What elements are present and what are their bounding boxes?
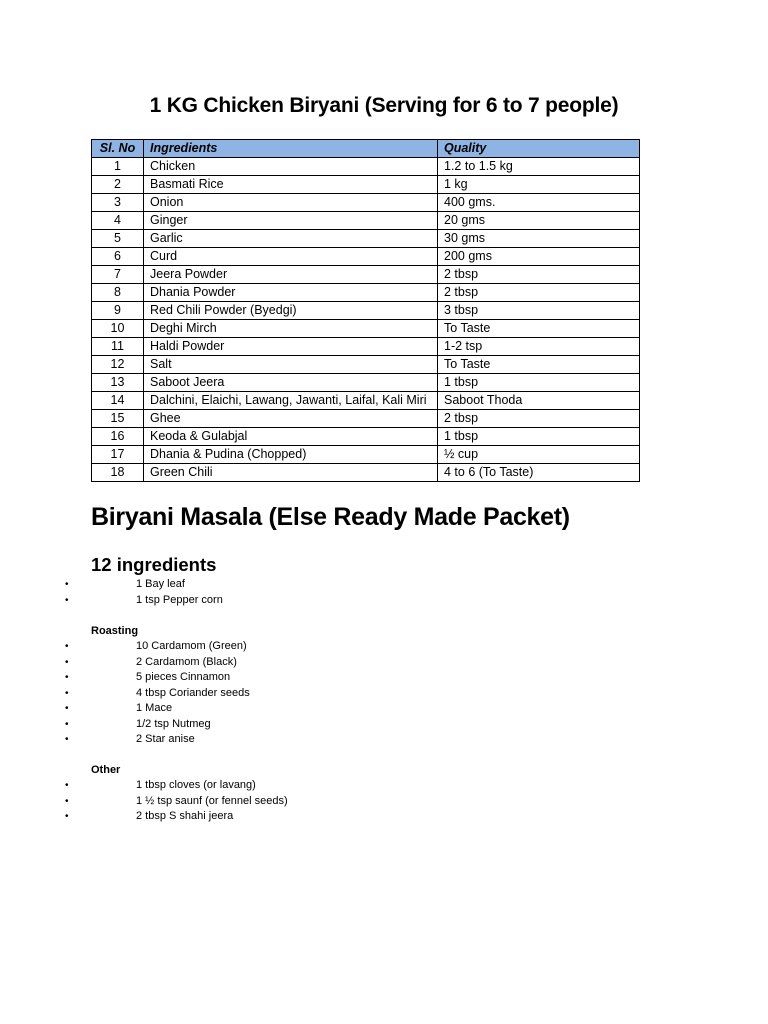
bullet-icon: • (65, 811, 69, 822)
list-item (0, 593, 768, 609)
table-row (92, 248, 640, 266)
row-quality: 2 tbsp (438, 410, 640, 428)
row-ingredient: Ginger (144, 212, 438, 230)
row-quality: 200 gms (438, 248, 640, 266)
table-row (92, 284, 640, 302)
bullet-icon: • (65, 641, 69, 652)
row-sl-no: 15 (92, 410, 144, 428)
table-row (92, 320, 640, 338)
list-item-text: 1 tbsp cloves (or lavang) (136, 779, 256, 791)
row-ingredient: Dhania & Pudina (Chopped) (144, 446, 438, 464)
list-item-text: 4 tbsp Coriander seeds (136, 686, 250, 699)
row-quality: 400 gms. (438, 194, 640, 212)
page-title: 1 KG Chicken Biryani (Serving for 6 to 7 people) (149, 94, 619, 117)
table-row (92, 374, 640, 392)
base-ingredient-list (0, 577, 768, 608)
table-row (92, 176, 640, 194)
row-sl-no: 12 (92, 356, 144, 374)
row-sl-no: 7 (92, 266, 144, 284)
list-item-text: 1 Bay leaf (136, 578, 185, 590)
row-sl-no: 11 (92, 338, 144, 356)
table-row (92, 428, 640, 446)
bullet-icon: • (65, 734, 69, 745)
table-row (92, 230, 640, 248)
list-item (0, 809, 768, 825)
list-item (0, 778, 768, 794)
row-ingredient: Saboot Jeera (144, 374, 438, 392)
row-ingredient: Keoda & Gulabjal (144, 428, 438, 446)
row-quality: 20 gms (438, 212, 640, 230)
row-quality: 1 kg (438, 176, 640, 194)
ingredient-count-heading: 12 ingredients (91, 554, 217, 575)
list-item-text: 5 pieces Cinnamon (136, 671, 231, 683)
table-row (92, 194, 640, 212)
row-ingredient: Jeera Powder (144, 266, 438, 284)
list-item (0, 732, 768, 748)
row-ingredient: Red Chili Powder (Byedgi) (144, 302, 438, 320)
table-row (92, 158, 640, 176)
row-sl-no: 13 (92, 374, 144, 392)
list-item-text: 1 tsp Pepper corn (136, 593, 223, 606)
list-item (0, 577, 768, 593)
list-item-text: 1 Mace (136, 702, 173, 714)
masala-heading: Biryani Masala (Else Ready Made Packet) (91, 503, 570, 531)
list-item (0, 655, 768, 671)
row-sl-no: 5 (92, 230, 144, 248)
row-sl-no: 16 (92, 428, 144, 446)
row-sl-no: 18 (92, 464, 144, 482)
row-quality: To Taste (438, 356, 640, 374)
row-quality: Saboot Thoda (438, 392, 640, 410)
row-ingredient: Chicken (144, 158, 438, 176)
roasting-ingredient-list (0, 639, 768, 748)
list-item-text: 1 ½ tsp saunf (or fennel seeds) (136, 794, 288, 807)
bullet-icon: • (65, 594, 69, 606)
row-ingredient: Dhania Powder (144, 284, 438, 302)
list-item (0, 701, 768, 717)
row-quality: 1 tbsp (438, 374, 640, 392)
row-ingredient: Haldi Powder (144, 338, 438, 356)
list-item-text: 2 tbsp S shahi jeera (136, 810, 234, 822)
list-item (0, 686, 768, 702)
row-quality: 30 gms (438, 230, 640, 248)
row-ingredient: Dalchini, Elaichi, Lawang, Jawanti, Laifal, Kali Miri (144, 392, 438, 410)
other-ingredient-list (0, 778, 768, 825)
header-quality: Quality (438, 140, 640, 158)
list-item-text: 10 Cardamom (Green) (136, 640, 247, 652)
row-sl-no: 4 (92, 212, 144, 230)
row-ingredient: Curd (144, 248, 438, 266)
bullet-icon: • (65, 656, 69, 668)
row-quality: 3 tbsp (438, 302, 640, 320)
bullet-icon: • (65, 703, 69, 714)
bullet-icon: • (65, 718, 69, 730)
table-row (92, 266, 640, 284)
row-ingredient: Basmati Rice (144, 176, 438, 194)
row-quality: 1 tbsp (438, 428, 640, 446)
row-quality: 4 to 6 (To Taste) (438, 464, 640, 482)
list-item-text: 2 Star anise (136, 733, 195, 745)
table-row (92, 356, 640, 374)
row-ingredient: Salt (144, 356, 438, 374)
header-sl-no: Sl. No (92, 140, 144, 158)
bullet-icon: • (65, 780, 69, 791)
bullet-icon: • (65, 687, 69, 699)
row-quality: 1-2 tsp (438, 338, 640, 356)
row-quality: 1.2 to 1.5 kg (438, 158, 640, 176)
row-quality: 2 tbsp (438, 266, 640, 284)
roasting-label: Roasting (91, 625, 139, 637)
header-ingredients: Ingredients (144, 140, 438, 158)
table-row (92, 446, 640, 464)
row-sl-no: 10 (92, 320, 144, 338)
table-header-row (92, 140, 640, 158)
list-item (0, 670, 768, 686)
row-ingredient: Garlic (144, 230, 438, 248)
row-sl-no: 17 (92, 446, 144, 464)
list-item-text: 1/2 tsp Nutmeg (136, 717, 211, 730)
row-sl-no: 1 (92, 158, 144, 176)
table-row (92, 464, 640, 482)
ingredients-table (91, 139, 640, 482)
table-row (92, 302, 640, 320)
table-row (92, 392, 640, 410)
row-ingredient: Onion (144, 194, 438, 212)
row-sl-no: 2 (92, 176, 144, 194)
list-item (0, 717, 768, 733)
row-sl-no: 3 (92, 194, 144, 212)
row-quality: ½ cup (438, 446, 640, 464)
bullet-icon: • (65, 795, 69, 807)
list-item-text: 2 Cardamom (Black) (136, 655, 237, 668)
other-label: Other (91, 764, 121, 776)
row-sl-no: 8 (92, 284, 144, 302)
row-ingredient: Ghee (144, 410, 438, 428)
list-item (0, 794, 768, 810)
table-row (92, 338, 640, 356)
table-body (92, 158, 640, 482)
row-sl-no: 9 (92, 302, 144, 320)
row-ingredient: Deghi Mirch (144, 320, 438, 338)
list-item (0, 639, 768, 655)
row-quality: To Taste (438, 320, 640, 338)
row-sl-no: 14 (92, 392, 144, 410)
row-ingredient: Green Chili (144, 464, 438, 482)
table-row (92, 410, 640, 428)
row-sl-no: 6 (92, 248, 144, 266)
bullet-icon: • (65, 672, 69, 683)
table-row (92, 212, 640, 230)
row-quality: 2 tbsp (438, 284, 640, 302)
bullet-icon: • (65, 579, 69, 590)
